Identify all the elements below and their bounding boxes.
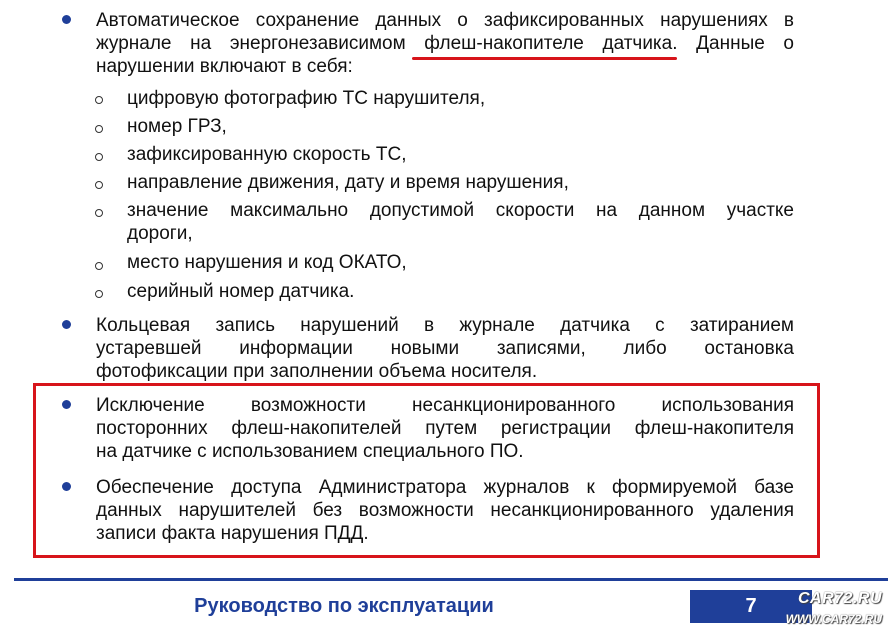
red-underline-annotation: [412, 57, 677, 60]
paragraph-line: Кольцевая запись нарушений в журнале датчика с затиранием: [96, 315, 794, 336]
hollow-circle-icon: [95, 125, 103, 133]
paragraph-line: нарушении включают в себя:: [96, 56, 353, 77]
sub-item-text: цифровую фотографию ТС нарушителя,: [127, 88, 486, 109]
sub-item-text: дороги,: [127, 223, 193, 244]
paragraph-line: устаревшей информации новыми записями, либо остановка: [96, 338, 794, 359]
watermark-top-text: CAR72.RU: [797, 590, 882, 607]
paragraph-line: данных нарушителей без возможности несанкционированного удаления: [96, 500, 794, 521]
paragraph-line: Обеспечение доступа Администратора журналов к формируемой базе: [96, 477, 794, 498]
sub-item-text: серийный номер датчика.: [127, 281, 355, 302]
bullet-paragraph: [96, 9, 794, 78]
sub-item-text: зафиксированную скорость ТС,: [127, 144, 407, 165]
sub-item-text: направление движения, дату и время нарушения,: [127, 172, 569, 193]
bullet-dot-icon: [62, 400, 71, 409]
watermark: [770, 590, 886, 628]
bullet-dot-icon: [62, 15, 71, 24]
footer-title: Руководство по эксплуатации: [194, 595, 494, 617]
sub-item-text: значение максимально допустимой скорости на данном участке: [127, 200, 794, 221]
bullet-paragraph: [96, 476, 794, 545]
hollow-circle-icon: [95, 209, 103, 217]
hollow-circle-icon: [95, 262, 103, 270]
paragraph-line: Автоматическое сохранение данных о зафиксированных нарушениях в: [96, 10, 794, 31]
footer-rule: [14, 578, 888, 581]
paragraph-line: фотофиксации при заполнении объема носителя.: [96, 361, 538, 382]
sub-item-text: номер ГРЗ,: [127, 116, 227, 137]
bullet-dot-icon: [62, 482, 71, 491]
sub-item-text: место нарушения и код ОКАТО,: [127, 252, 407, 273]
hollow-circle-icon: [95, 181, 103, 189]
watermark-bottom-text: WWW.CAR72.RU: [785, 612, 882, 626]
hollow-circle-icon: [95, 96, 103, 104]
paragraph-line: журнале на энергонезависимом флеш-накопителе датчика. Данные о: [96, 33, 794, 54]
bullet-paragraph: [96, 394, 794, 463]
page-number: 7: [690, 590, 812, 623]
hollow-circle-icon: [95, 153, 103, 161]
paragraph-line: посторонних флеш-накопителей путем регистрации флеш-накопителя: [96, 418, 794, 439]
paragraph-line: записи факта нарушения ПДД.: [96, 523, 369, 544]
hollow-circle-icon: [95, 290, 103, 298]
paragraph-line: Исключение возможности несанкционированного использования: [96, 395, 794, 416]
paragraph-line: на датчике с использованием специального ПО.: [96, 441, 524, 462]
bullet-dot-icon: [62, 320, 71, 329]
bullet-paragraph: [96, 314, 794, 383]
